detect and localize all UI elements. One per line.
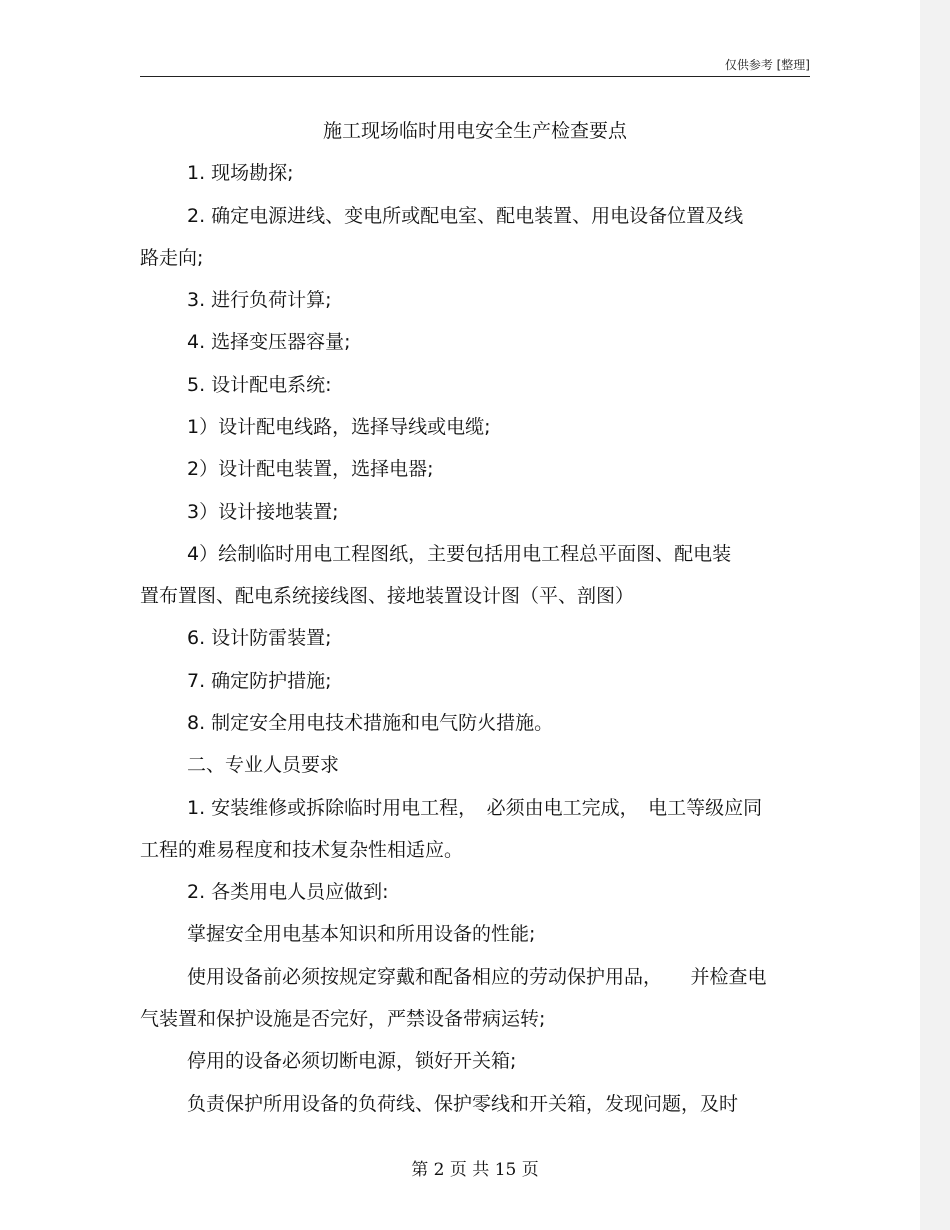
body-line: 2）设计配电装置，选择电器; — [187, 458, 434, 480]
body-line: 3）设计接地装置; — [187, 501, 339, 523]
header-note: 仅供参考 [整理] — [724, 58, 810, 72]
body-line: 停用的设备必须切断电源，锁好开关箱; — [187, 1050, 517, 1072]
body-line: 2. 各类用电人员应做到: — [187, 881, 389, 903]
body-line: 路走向; — [140, 247, 204, 269]
body-line: 8. 制定安全用电技术措施和电气防火措施。 — [187, 712, 554, 734]
page-footer — [0, 1155, 950, 1180]
body-line: 1. 现场勘探; — [187, 162, 294, 184]
footer-page-number: 2 — [433, 1160, 445, 1180]
footer-suffix: 页 — [521, 1160, 539, 1180]
body-line: 使用设备前必须按规定穿戴和配备相应的劳动保护用品， 并检查电 — [187, 966, 767, 988]
body-line: 1. 安装维修或拆除临时用电工程， 必须由电工完成， 电工等级应同 — [187, 797, 763, 819]
body-line: 4. 选择变压器容量; — [187, 331, 351, 353]
document-title: 施工现场临时用电安全生产检查要点 — [322, 120, 627, 142]
body-line: 2. 确定电源进线、变电所或配电室、配电装置、用电设备位置及线 — [187, 205, 744, 227]
body-line: 置布置图、配电系统接线图、接地装置设计图（平、剖图） — [140, 585, 635, 607]
body-line: 7. 确定防护措施; — [187, 670, 332, 692]
body-line: 工程的难易程度和技术复杂性相适应。 — [140, 839, 464, 861]
body-line: 1）设计配电线路，选择导线或电缆; — [187, 416, 491, 438]
header-divider — [140, 76, 810, 77]
footer-prefix: 第 — [411, 1160, 429, 1180]
body-line: 3. 进行负荷计算; — [187, 289, 332, 311]
body-line: 6. 设计防雷装置; — [187, 627, 332, 649]
body-line: 负责保护所用设备的负荷线、保护零线和开关箱，发现问题，及时 — [187, 1093, 739, 1115]
body-line: 4）绘制临时用电工程图纸，主要包括用电工程总平面图、配电装 — [187, 543, 732, 565]
section-heading: 二、专业人员要求 — [187, 754, 340, 776]
body-line: 5. 设计配电系统: — [187, 374, 332, 396]
body-line: 掌握安全用电基本知识和所用设备的性能; — [187, 923, 536, 945]
footer-mid: 页 共 — [449, 1160, 490, 1180]
body-line: 气装置和保护设施是否完好，严禁设备带病运转; — [140, 1008, 546, 1030]
footer-page-total: 15 — [494, 1160, 517, 1180]
